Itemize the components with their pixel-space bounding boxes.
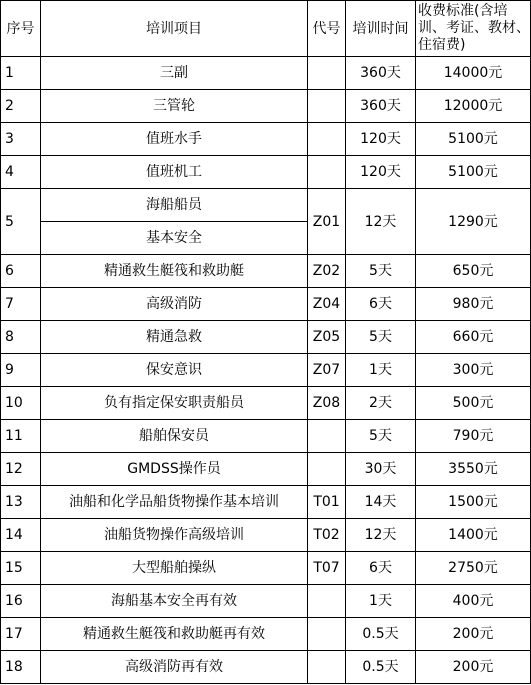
cell-time: 120天 — [346, 123, 416, 156]
cell-project: 油船货物操作高级培训 — [41, 519, 308, 552]
cell-no: 8 — [1, 321, 41, 354]
cell-fee: 660元 — [416, 321, 531, 354]
cell-code: Z08 — [308, 387, 346, 420]
cell-fee: 12000元 — [416, 90, 531, 123]
cell-code — [308, 156, 346, 189]
cell-no: 11 — [1, 420, 41, 453]
table-body — [1, 1, 531, 684]
table-row — [1, 156, 531, 189]
table-row — [1, 189, 531, 222]
cell-time: 14天 — [346, 486, 416, 519]
cell-time: 1天 — [346, 354, 416, 387]
cell-project: 保安意识 — [41, 354, 308, 387]
cell-fee: 500元 — [416, 387, 531, 420]
header-fee: 收费标准(含培训、考证、教材、住宿费) — [416, 1, 531, 57]
cell-code — [308, 90, 346, 123]
cell-code: Z01 — [308, 189, 346, 255]
header-code: 代号 — [308, 1, 346, 57]
cell-fee: 5100元 — [416, 156, 531, 189]
cell-time: 360天 — [346, 57, 416, 90]
cell-project: 负有指定保安职责船员 — [41, 387, 308, 420]
table-row — [1, 519, 531, 552]
table-row — [1, 255, 531, 288]
cell-time: 0.5天 — [346, 651, 416, 684]
cell-code: T07 — [308, 552, 346, 585]
table-row — [1, 618, 531, 651]
cell-code — [308, 651, 346, 684]
cell-no: 17 — [1, 618, 41, 651]
cell-fee: 1400元 — [416, 519, 531, 552]
cell-no: 7 — [1, 288, 41, 321]
cell-fee: 1290元 — [416, 189, 531, 255]
cell-fee: 790元 — [416, 420, 531, 453]
cell-no: 18 — [1, 651, 41, 684]
table-row — [1, 387, 531, 420]
cell-fee: 200元 — [416, 651, 531, 684]
cell-time: 2天 — [346, 387, 416, 420]
cell-code — [308, 585, 346, 618]
cell-project: 海船基本安全再有效 — [41, 585, 308, 618]
cell-fee: 2750元 — [416, 552, 531, 585]
cell-no: 2 — [1, 90, 41, 123]
cell-time: 5天 — [346, 255, 416, 288]
cell-time: 6天 — [346, 288, 416, 321]
cell-project: 值班机工 — [41, 156, 308, 189]
cell-project: 精通救生艇筏和救助艇再有效 — [41, 618, 308, 651]
cell-code — [308, 123, 346, 156]
cell-fee: 1500元 — [416, 486, 531, 519]
cell-project: 精通救生艇筏和救助艇 — [41, 255, 308, 288]
cell-fee: 400元 — [416, 585, 531, 618]
cell-project: 基本安全 — [41, 222, 308, 255]
cell-code: Z02 — [308, 255, 346, 288]
header-project: 培训项目 — [41, 1, 308, 57]
table-row — [1, 486, 531, 519]
cell-no: 12 — [1, 453, 41, 486]
table-header-row — [1, 1, 531, 57]
cell-code: T01 — [308, 486, 346, 519]
cell-project: 船舶保安员 — [41, 420, 308, 453]
cell-no: 5 — [1, 189, 41, 255]
cell-fee: 980元 — [416, 288, 531, 321]
cell-code — [308, 453, 346, 486]
table-row — [1, 57, 531, 90]
cell-fee: 5100元 — [416, 123, 531, 156]
table-row — [1, 453, 531, 486]
cell-code — [308, 57, 346, 90]
header-no: 序号 — [1, 1, 41, 57]
cell-code: Z05 — [308, 321, 346, 354]
cell-time: 120天 — [346, 156, 416, 189]
table-row — [1, 552, 531, 585]
cell-time: 12天 — [346, 519, 416, 552]
table-row — [1, 288, 531, 321]
cell-code — [308, 420, 346, 453]
cell-project: 值班水手 — [41, 123, 308, 156]
cell-no: 9 — [1, 354, 41, 387]
cell-time: 0.5天 — [346, 618, 416, 651]
cell-time: 5天 — [346, 420, 416, 453]
table-row — [1, 651, 531, 684]
cell-time: 5天 — [346, 321, 416, 354]
cell-no: 1 — [1, 57, 41, 90]
cell-no: 14 — [1, 519, 41, 552]
cell-no: 13 — [1, 486, 41, 519]
cell-code — [308, 618, 346, 651]
cell-no: 16 — [1, 585, 41, 618]
cell-no: 3 — [1, 123, 41, 156]
cell-code: Z04 — [308, 288, 346, 321]
table-row — [1, 420, 531, 453]
cell-project: 油船和化学品船货物操作基本培训 — [41, 486, 308, 519]
cell-project: 三副 — [41, 57, 308, 90]
table-row — [1, 354, 531, 387]
table-row — [1, 90, 531, 123]
cell-project: 高级消防 — [41, 288, 308, 321]
header-time: 培训时间 — [346, 1, 416, 57]
cell-no: 10 — [1, 387, 41, 420]
cell-no: 15 — [1, 552, 41, 585]
cell-time: 1天 — [346, 585, 416, 618]
cell-fee: 200元 — [416, 618, 531, 651]
cell-time: 360天 — [346, 90, 416, 123]
cell-project: 精通急救 — [41, 321, 308, 354]
cell-time: 12天 — [346, 189, 416, 255]
cell-no: 6 — [1, 255, 41, 288]
cell-fee: 650元 — [416, 255, 531, 288]
table-row — [1, 585, 531, 618]
cell-project: 海船船员 — [41, 189, 308, 222]
table-row — [1, 123, 531, 156]
cell-fee: 300元 — [416, 354, 531, 387]
cell-project: 大型船舶操纵 — [41, 552, 308, 585]
cell-code: T02 — [308, 519, 346, 552]
cell-project: GMDSS操作员 — [41, 453, 308, 486]
cell-fee: 3550元 — [416, 453, 531, 486]
cell-fee: 14000元 — [416, 57, 531, 90]
table-row — [1, 321, 531, 354]
cell-time: 30天 — [346, 453, 416, 486]
cell-project: 三管轮 — [41, 90, 308, 123]
cell-time: 6天 — [346, 552, 416, 585]
cell-no: 4 — [1, 156, 41, 189]
cell-project: 高级消防再有效 — [41, 651, 308, 684]
cell-code: Z07 — [308, 354, 346, 387]
